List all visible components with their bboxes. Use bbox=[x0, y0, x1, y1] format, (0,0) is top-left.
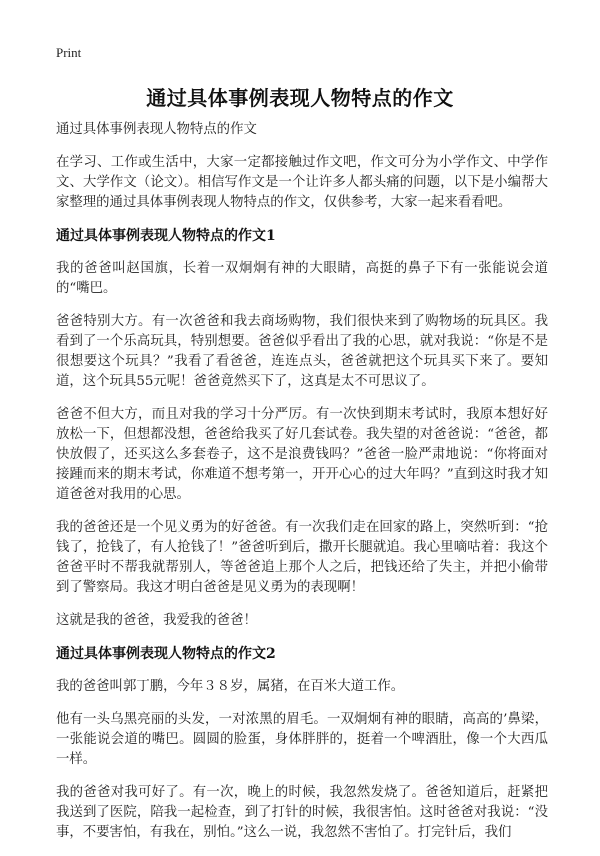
essay-2-heading: 通过具体事例表现人物特点的作文2 bbox=[56, 646, 276, 662]
essay-1-paragraph: 我的爸爸还是一个见义勇为的好爸爸。有一次我们走在回家的路上，突然听到：“抢钱了，抢钱了，有人抢钱了！”爸爸听到后，撒开长腿就追。我心里嘀咕着：我这个爸爸平时不帮我就帮别人，等爸爸追上那个人之后，把钱还给了失主，并把小偷带到了警察局。我这才明白爸爸是见义勇为的表现啊！ bbox=[56, 520, 548, 595]
essay-1-heading: 通过具体事例表现人物特点的作文1 bbox=[56, 228, 276, 244]
print-link[interactable]: Print bbox=[56, 45, 82, 60]
essay-1-paragraph: 爸爸特别大方。有一次爸爸和我去商场购物，我们很快来到了购物场的玩具区。我看到了一个乐高玩具，特别想要。爸爸似乎看出了我的心思，就对我说：“你是不是很想要这个玩具？”我看了看爸爸，连连点头，爸爸就把这个玩具买下来了。要知道，这个玩具55元呢！爸爸竟然买下了，这真是太不可思议了。 bbox=[56, 314, 548, 389]
essay-1-paragraph: 爸爸不但大方，而且对我的学习十分严厉。有一次快到期末考试时，我原本想好好放松一下，但想都没想，爸爸给我买了好几套试卷。我失望的对爸爸说：“爸爸，都快放假了，还买这么多套卷子，这不是浪费钱吗？”爸爸一脸严肃地说：“你将面对接踵而来的期末考试，你难道不想考第一，开开心心的过大年吗？”直到这时我才知道爸爸对我用的心思。 bbox=[56, 407, 548, 502]
document-subtitle: 通过具体事例表现人物特点的作文 bbox=[56, 122, 257, 137]
page-title: 通过具体事例表现人物特点的作文 bbox=[146, 86, 454, 110]
essay-2-paragraph: 我的爸爸对我可好了。有一次，晚上的时候，我忽然发烧了。爸爸知道后，赶紧把我送到了医院，陪我一起检查，到了打针的时候，我很害怕。这时爸爸对我说：“没事，不要害怕，有我在，别怕。”这么一说，我忽然不害怕了。打完针后，我们 bbox=[56, 785, 548, 840]
document-body bbox=[56, 120, 548, 856]
essay-1-paragraph: 我的爸爸叫赵国旗，长着一双炯炯有神的大眼睛，高挺的鼻子下有一张能说会道的“嘴巴。 bbox=[56, 261, 548, 296]
essay-2-paragraph: 我的爸爸叫郭丁鹏，今年３８岁，属猪，在百米大道工作。 bbox=[56, 679, 405, 694]
intro-paragraph: 在学习、工作或生活中，大家一定都接触过作文吧，作文可分为小学作文、中学作文、大学作文（论文）。相信写作文是一个让许多人都头痛的问题，以下是小编帮大家整理的通过具体事例表现人物特点的作文，仅供参考，大家一起来看看吧。 bbox=[56, 155, 548, 210]
essay-2-paragraph: 他有一头乌黑亮丽的头发，一对浓黑的眉毛。一双炯炯有神的眼睛，高高的’鼻梁，一张能说会道的嘴巴。圆圆的脸蛋，身体胖胖的，挺着一个啤酒肚，像一个大西瓜一样。 bbox=[56, 712, 548, 767]
essay-1-paragraph: 这就是我的爸爸，我爱我的爸爸！ bbox=[56, 613, 257, 628]
